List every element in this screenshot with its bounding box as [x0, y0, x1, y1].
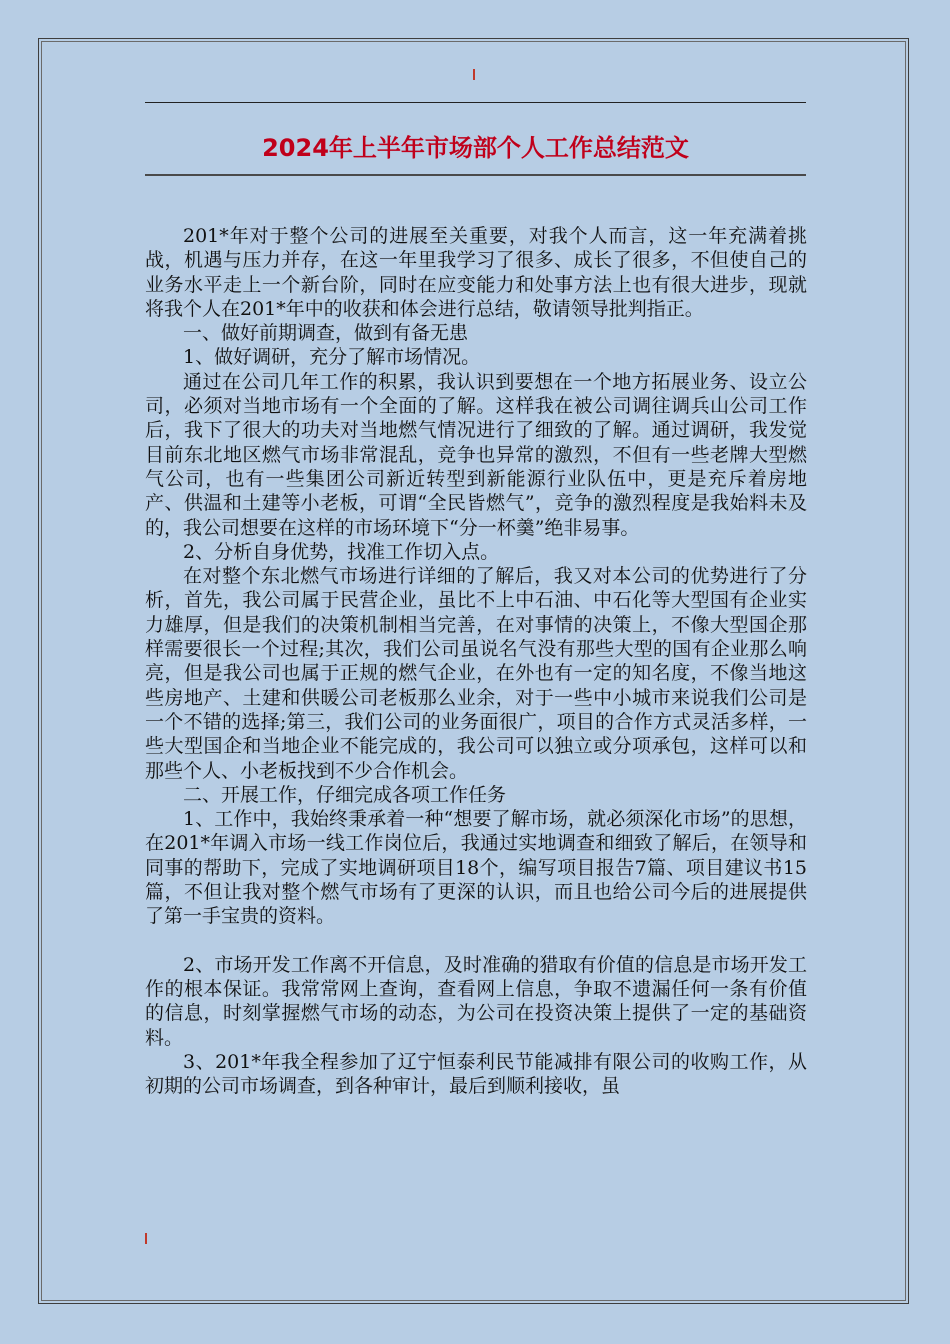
section-heading-2: 二、开展工作，仔细完成各项工作任务: [183, 783, 507, 806]
document-title: 2024年上半年市场部个人工作总结范文: [262, 134, 689, 162]
header-divider: [145, 102, 806, 103]
paragraph-research: 通过在公司几年工作的积累，我认识到要想在一个地方拓展业务、设立公司，必须对当地市场有一个全面的了解。这样我在被公司调往调兵山公司工作后，我下了很大的功夫对当地燃气情况进行了细致的了解。通过调研，我发觉目前东北地区燃气市场非常混乱，竞争也异常的激烈，不但有一些老牌大型燃气公司，也有一些集团公司新近转型到新能源行业队伍中，更是充斥着房地产、供温和土建等小老板，可谓“全民皆燃气”，竞争的激烈程度是我始料未及的，我公司想要在这样的市场环境下“分一杯羹”绝非易事。: [145, 370, 807, 539]
document-body: [145, 224, 807, 1098]
subheading-1-2: 2、分析自身优势，找准工作切入点。: [183, 540, 500, 563]
footer-mark: [145, 1233, 147, 1244]
section-heading-1: 一、做好前期调查，做到有备无患: [183, 322, 469, 345]
header-mark: [473, 69, 475, 80]
paragraph-work-2: 2、市场开发工作离不开信息，及时准确的猎取有价值的信息是市场开发工作的根本保证。我常常网上查询，查看网上信息，争取不遗漏任何一条有价值的信息，时刻掌握燃气市场的动态，为公司在投资决策上提供了一定的基础资料。: [145, 953, 807, 1049]
paragraph-work-3: 3、201*年我全程参加了辽宁恒泰利民节能减排有限公司的收购工作，从初期的公司市场调查，到各种审计，最后到顺利接收，虽: [145, 1050, 807, 1098]
title-divider: [145, 174, 806, 176]
paragraph-advantages: 在对整个东北燃气市场进行详细的了解后，我又对本公司的优势进行了分析，首先，我公司属于民营企业，虽比不上中石油、中石化等大型国有企业实力雄厚，但是我们的决策机制相当完善，在对事情的决策上，不像大型国企那样需要很长一个过程;其次，我们公司虽说名气没有那些大型的国有企业那么响亮，但是我公司也属于正规的燃气企业，在外也有一定的知名度，不像当地这些房地产、土建和供暖公司老板那么业余，对于一些中小城市来说我们公司是一个不错的选择;第三，我们公司的业务面很广，项目的合作方式灵活多样，一些大型国企和当地企业不能完成的，我公司可以独立或分项承包，这样可以和那些个人、小老板找到不少合作机会。: [145, 565, 807, 782]
paragraph-intro: 201*年对于整个公司的进展至关重要，对我个人而言，这一年充满着挑战，机遇与压力并存，在这一年里我学习了很多、成长了很多，不但使自己的业务水平走上一个新台阶，同时在应变能力和处事方法上也有很大进步，现就将我个人在201*年中的收获和体会进行总结，敬请领导批判指正。: [145, 225, 807, 320]
subheading-1-1: 1、做好调研，充分了解市场情况。: [183, 346, 481, 369]
paragraph-work-1: 1、工作中，我始终秉承着一种“想要了解市场，就必须深化市场”的思想，在201*年调入市场一线工作岗位后，我通过实地调查和细致了解后，在领导和同事的帮助下，完成了实地调研项目18个，编写项目报告7篇、项目建议书15篇，不但让我对整个燃气市场有了更深的认识，而且也给公司今后的进展提供了第一手宝贵的资料。: [145, 808, 807, 928]
